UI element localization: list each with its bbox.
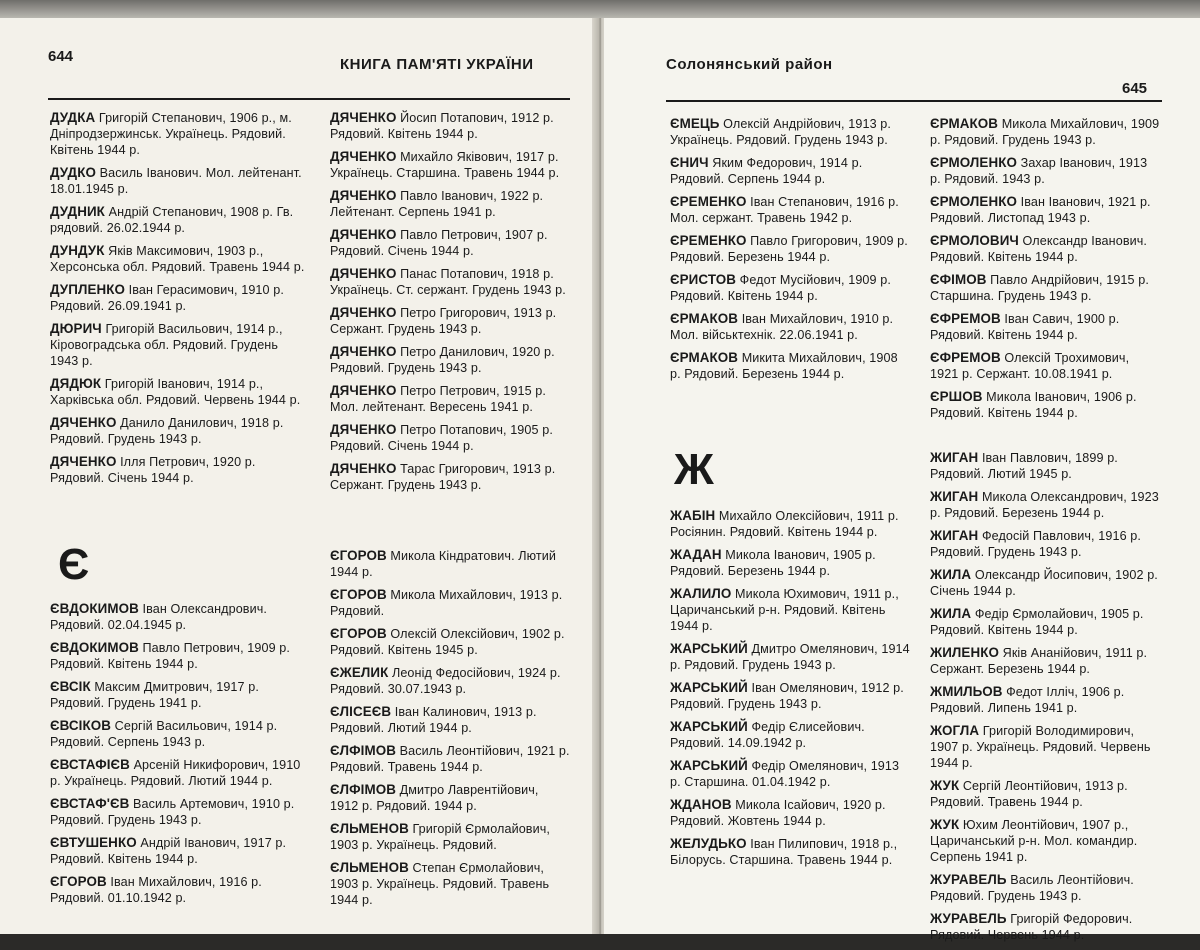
- entry-surname: ЖУК: [930, 817, 960, 832]
- entry-details: Петро Григорович, 1913 р. Сержант. Грудень 1943 р.: [330, 306, 557, 336]
- entry-details: Василь Іванович. Мол. лейтенант. 18.01.1945 р.: [50, 166, 302, 196]
- memorial-entry: [930, 489, 1160, 521]
- memorial-entry: [330, 305, 570, 337]
- entry-details: Іван Павлович, 1899 р. Рядовий. Лютий 1945 р.: [930, 451, 1118, 481]
- entry-details: Микола Кіндратович. Лютий 1944 р.: [330, 549, 557, 579]
- entry-details: Григорій Іванович, 1914 р., Харківська обл. Рядовий. Червень 1944 р.: [50, 377, 301, 407]
- entry-details: Олексій Андрійович, 1913 р. Українець. Рядовий. Грудень 1943 р.: [670, 117, 891, 147]
- entry-details: Михайло Яківович, 1917 р. Українець. Старшина. Травень 1944 р.: [330, 150, 560, 180]
- entry-details: Йосип Потапович, 1912 р. Рядовий. Квітень 1944 р.: [330, 111, 554, 141]
- entry-details: Павло Петрович, 1909 р. Рядовий. Квітень 1944 р.: [50, 641, 290, 671]
- entry-details: Іван Омелянович, 1912 р. Рядовий. Грудень 1943 р.: [670, 681, 904, 711]
- entry-details: Максим Дмитрович, 1917 р. Рядовий. Грудень 1941 р.: [50, 680, 259, 710]
- memorial-entry: [50, 321, 310, 369]
- entry-surname: ЄРИСТОВ: [670, 272, 737, 287]
- entry-details: Яків Максимович, 1903 р., Херсонська обл. Рядовий. Травень 1944 р.: [50, 244, 305, 274]
- entry-surname: ЄРМОЛЕНКО: [930, 155, 1018, 170]
- entry-details: Павло Петрович, 1907 р. Рядовий. Січень 1944 р.: [330, 228, 548, 258]
- memorial-entry: [330, 782, 570, 814]
- memorial-entry: [670, 797, 910, 829]
- entry-surname: ЄРМАКОВ: [670, 350, 739, 365]
- memorial-entry: [930, 389, 1160, 421]
- entry-details: Федір Омелянович, 1913 р. Старшина. 01.04.1942 р.: [670, 759, 900, 789]
- memorial-entry: [330, 860, 570, 908]
- entry-surname: ЄВСІКОВ: [50, 718, 112, 733]
- entry-details: Сергій Леонтійович, 1913 р. Рядовий. Травень 1944 р.: [930, 779, 1128, 809]
- memorial-entry: [330, 344, 570, 376]
- entry-details: Микола Олександрович, 1923 р. Рядовий. Березень 1944 р.: [930, 490, 1159, 520]
- memorial-entry: [50, 243, 310, 275]
- entry-details: Дмитро Омелянович, 1914 р. Рядовий. Грудень 1943 р.: [670, 642, 910, 672]
- memorial-entry: [930, 778, 1160, 810]
- entry-details: Іван Савич, 1900 р. Рядовий. Квітень 1944 р.: [930, 312, 1120, 342]
- entry-surname: ЄРМОЛОВИЧ: [930, 233, 1019, 248]
- entry-details: Григорій Єрмолайович, 1903 р. Українець. Рядовий.: [330, 822, 550, 852]
- memorial-entry: [50, 796, 310, 828]
- entry-surname: ДЯЧЕНКО: [330, 227, 397, 242]
- memorial-entry: [330, 266, 570, 298]
- entry-surname: ЄЛФІМОВ: [330, 743, 397, 758]
- memorial-entry: [930, 116, 1160, 148]
- memorial-entry: [670, 680, 910, 712]
- column-right-4: [930, 450, 1160, 950]
- memorial-entry: [670, 155, 910, 187]
- entry-details: Василь Леонтійович, 1921 р. Рядовий. Травень 1944 р.: [330, 744, 570, 774]
- entry-surname: ЖМИЛЬОВ: [930, 684, 1003, 699]
- memorial-entry: [930, 645, 1160, 677]
- entry-surname: ДУДКО: [50, 165, 96, 180]
- entry-surname: ЖАБІН: [670, 508, 716, 523]
- entry-details: Захар Іванович, 1913 р. Рядовий. 1943 р.: [930, 156, 1148, 186]
- entry-surname: ЄВСТАФ'ЄВ: [50, 796, 130, 811]
- entry-details: Василь Артемович, 1910 р. Рядовий. Грудень 1943 р.: [50, 797, 295, 827]
- entry-details: Григорій Васильович, 1914 р., Кіровоградська обл. Рядовий. Грудень 1943 р.: [50, 322, 283, 368]
- entry-surname: ЖАРСЬКИЙ: [670, 641, 748, 656]
- entry-surname: ЖЕЛУДЬКО: [670, 836, 747, 851]
- entry-details: Микола Михайлович, 1913 р. Рядовий.: [330, 588, 563, 618]
- entry-details: Іван Іванович, 1921 р. Рядовий. Листопад 1943 р.: [930, 195, 1151, 225]
- entry-surname: ДЯЧЕНКО: [330, 344, 397, 359]
- entry-surname: ЄРМАКОВ: [670, 311, 739, 326]
- entry-details: Іван Герасимович, 1910 р. Рядовий. 26.09.1941 р.: [50, 283, 284, 313]
- memorial-entry: [670, 719, 910, 751]
- entry-details: Петро Петрович, 1915 р. Мол. лейтенант. Вересень 1941 р.: [330, 384, 547, 414]
- entry-surname: ЄРЕМЕНКО: [670, 233, 747, 248]
- entry-surname: ДУПЛЕНКО: [50, 282, 126, 297]
- entry-details: Микола Ісайович, 1920 р. Рядовий. Жовтень 1944 р.: [670, 798, 886, 828]
- memorial-entry: [930, 723, 1160, 771]
- memorial-entry: [50, 415, 310, 447]
- memorial-entry: [670, 194, 910, 226]
- memorial-entry: [50, 718, 310, 750]
- entry-surname: ЄЖЕЛИК: [330, 665, 389, 680]
- memorial-entry: [930, 272, 1160, 304]
- entry-details: Григорій Степанович, 1906 р., м. Дніпродзержинськ. Українець. Рядовий. Квітень 1944 р.: [50, 111, 292, 157]
- entry-surname: ЖИГАН: [930, 528, 979, 543]
- page-number-right: 645: [1122, 80, 1148, 97]
- entry-details: Микола Іванович, 1905 р. Рядовий. Березень 1944 р.: [670, 548, 876, 578]
- memorial-entry: [930, 817, 1160, 865]
- entry-surname: ЄФРЕМОВ: [930, 311, 1001, 326]
- memorial-entry: [930, 450, 1160, 482]
- entry-surname: ЖИЛА: [930, 606, 972, 621]
- memorial-entry: [930, 528, 1160, 560]
- entry-details: Юхим Леонтійович, 1907 р., Царичанський р-н. Мол. командир. Серпень 1941 р.: [930, 818, 1138, 864]
- entry-details: Федір Єрмолайович, 1905 р. Рядовий. Квітень 1944 р.: [930, 607, 1144, 637]
- entry-details: Арсеній Никифорович, 1910 р. Українець. Рядовий. Лютий 1944 р.: [50, 758, 301, 788]
- entry-surname: ДЯДЮК: [50, 376, 102, 391]
- entry-details: Олексій Трохимович, 1921 р. Сержант. 10.08.1941 р.: [930, 351, 1130, 381]
- memorial-entry: [330, 626, 570, 658]
- entry-surname: ДЯЧЕНКО: [330, 188, 397, 203]
- memorial-entry: [670, 547, 910, 579]
- entry-surname: ДЯЧЕНКО: [330, 266, 397, 281]
- entry-surname: ЖАРСЬКИЙ: [670, 758, 748, 773]
- memorial-entry: [930, 233, 1160, 265]
- memorial-entry: [330, 149, 570, 181]
- entry-surname: ДУДНИК: [50, 204, 105, 219]
- entry-details: Федот Ілліч, 1906 р. Рядовий. Липень 1941 р.: [930, 685, 1125, 715]
- memorial-entry: [930, 606, 1160, 638]
- entry-details: Яким Федорович, 1914 р. Рядовий. Серпень 1944 р.: [670, 156, 863, 186]
- memorial-entry: [50, 110, 310, 158]
- entry-details: Дмитро Лаврентійович, 1912 р. Рядовий. 1944 р.: [330, 783, 539, 813]
- entry-details: Павло Григорович, 1909 р. Рядовий. Березень 1944 р.: [670, 234, 908, 264]
- entry-surname: ЄГОРОВ: [330, 587, 387, 602]
- memorial-entry: [930, 194, 1160, 226]
- running-title-right: Солонянський район: [666, 56, 833, 73]
- memorial-entry: [930, 311, 1160, 343]
- column-right-2: [930, 116, 1160, 428]
- entry-details: Григорій Федорович. Рядовий. Червень 1944 р.: [930, 912, 1133, 942]
- entry-surname: ЖАЛИЛО: [670, 586, 732, 601]
- entry-details: Сергій Васильович, 1914 р. Рядовий. Серпень 1943 р.: [50, 719, 278, 749]
- entry-details: Григорій Володимирович, 1907 р. Українець. Рядовий. Червень 1944 р.: [930, 724, 1151, 770]
- memorial-entry: [50, 601, 310, 633]
- entry-details: Петро Данилович, 1920 р. Рядовий. Грудень 1943 р.: [330, 345, 555, 375]
- entry-surname: ЄВДОКИМОВ: [50, 640, 139, 655]
- entry-surname: ЄЛЬМЕНОВ: [330, 860, 409, 875]
- entry-surname: ЄРМОЛЕНКО: [930, 194, 1018, 209]
- memorial-entry: [330, 188, 570, 220]
- entry-surname: ДУНДУК: [50, 243, 105, 258]
- memorial-entry: [50, 376, 310, 408]
- entry-details: Микита Михайлович, 1908 р. Рядовий. Березень 1944 р.: [670, 351, 898, 381]
- entry-surname: ЖИГАН: [930, 489, 979, 504]
- column-right-3: [670, 508, 910, 875]
- entry-surname: ЄГОРОВ: [330, 548, 387, 563]
- memorial-entry: [330, 548, 570, 580]
- entry-details: Федосій Павлович, 1916 р. Рядовий. Грудень 1943 р.: [930, 529, 1141, 559]
- entry-details: Михайло Олексійович, 1911 р. Росіянин. Рядовий. Квітень 1944 р.: [670, 509, 899, 539]
- memorial-entry: [50, 165, 310, 197]
- entry-surname: ЄВСІК: [50, 679, 91, 694]
- running-title-left: КНИГА ПАМ'ЯТІ УКРАЇНИ: [340, 56, 534, 73]
- entry-details: Олексій Олексійович, 1902 р. Рядовий. Квітень 1945 р.: [330, 627, 565, 657]
- column-left-1: [50, 110, 310, 493]
- entry-surname: ЖУК: [930, 778, 960, 793]
- memorial-entry: [930, 911, 1160, 943]
- entry-surname: ЄФРЕМОВ: [930, 350, 1001, 365]
- column-left-4: [330, 548, 570, 915]
- entry-surname: ДЯЧЕНКО: [330, 149, 397, 164]
- column-left-2: [330, 110, 570, 500]
- memorial-entry: [930, 872, 1160, 904]
- entry-surname: ЄГОРОВ: [50, 874, 107, 889]
- entry-surname: ДЯЧЕНКО: [330, 383, 397, 398]
- memorial-entry: [930, 684, 1160, 716]
- memorial-entry: [330, 821, 570, 853]
- entry-surname: ДЮРИЧ: [50, 321, 102, 336]
- entry-surname: ЄВСТАФІЄВ: [50, 757, 130, 772]
- entry-details: Микола Михайлович, 1909 р. Рядовий. Грудень 1943 р.: [930, 117, 1160, 147]
- memorial-entry: [330, 110, 570, 142]
- memorial-entry: [330, 743, 570, 775]
- entry-details: Петро Потапович, 1905 р. Рядовий. Січень 1944 р.: [330, 423, 553, 453]
- memorial-entry: [50, 204, 310, 236]
- entry-details: Степан Єрмолайович, 1903 р. Українець. Рядовий. Травень 1944 р.: [330, 861, 550, 907]
- memorial-entry: [930, 567, 1160, 599]
- entry-surname: ЖИЛЕНКО: [930, 645, 1000, 660]
- entry-surname: ЄЛІСЕЄВ: [330, 704, 392, 719]
- memorial-entry: [670, 116, 910, 148]
- memorial-entry: [670, 311, 910, 343]
- entry-surname: ДЯЧЕНКО: [50, 415, 117, 430]
- entry-details: Данило Данилович, 1918 р. Рядовий. Грудень 1943 р.: [50, 416, 284, 446]
- entry-surname: ДЯЧЕНКО: [330, 110, 397, 125]
- entry-details: Микола Юхимович, 1911 р., Царичанський р-н. Рядовий. Квітень 1944 р.: [670, 587, 899, 633]
- memorial-entry: [670, 586, 910, 634]
- entry-details: Іван Пилипович, 1918 р., Білорусь. Старшина. Травень 1944 р.: [670, 837, 898, 867]
- entry-surname: ЄВДОКИМОВ: [50, 601, 139, 616]
- entry-surname: ЖУРАВЕЛЬ: [930, 911, 1007, 926]
- entry-surname: ЄВТУШЕНКО: [50, 835, 137, 850]
- entry-surname: ЄРШОВ: [930, 389, 983, 404]
- memorial-entry: [50, 454, 310, 486]
- header-rule-right: [666, 100, 1162, 102]
- left-page: [0, 18, 598, 934]
- memorial-entry: [670, 641, 910, 673]
- entry-details: Іван Михайлович, 1910 р. Мол. військтехнік. 22.06.1941 р.: [670, 312, 894, 342]
- memorial-entry: [330, 383, 570, 415]
- entry-surname: ЄЛЬМЕНОВ: [330, 821, 409, 836]
- entry-surname: ДЯЧЕНКО: [330, 422, 397, 437]
- memorial-entry: [50, 640, 310, 672]
- memorial-entry: [330, 461, 570, 493]
- page-number-left: 644: [48, 48, 74, 65]
- entry-details: Іван Олександрович. Рядовий. 02.04.1945 р.: [50, 602, 267, 632]
- entry-surname: ЖАДАН: [670, 547, 722, 562]
- entry-surname: ЖАРСЬКИЙ: [670, 719, 748, 734]
- column-right-1: [670, 116, 910, 389]
- entry-surname: ЖОГЛА: [930, 723, 980, 738]
- memorial-entry: [930, 155, 1160, 187]
- entry-surname: ДЯЧЕНКО: [330, 305, 397, 320]
- entry-surname: ЄФІМОВ: [930, 272, 987, 287]
- memorial-entry: [50, 679, 310, 711]
- memorial-entry: [670, 350, 910, 382]
- entry-surname: ДЯЧЕНКО: [330, 461, 397, 476]
- right-page: [604, 18, 1200, 942]
- entry-details: Микола Іванович, 1906 р. Рядовий. Квітень 1944 р.: [930, 390, 1137, 420]
- memorial-entry: [670, 272, 910, 304]
- entry-details: Іван Калинович, 1913 р. Рядовий. Лютий 1944 р.: [330, 705, 537, 735]
- entry-details: Павло Андрійович, 1915 р. Старшина. Грудень 1943 р.: [930, 273, 1149, 303]
- entry-details: Андрій Іванович, 1917 р. Рядовий. Квітень 1944 р.: [50, 836, 287, 866]
- entry-details: Леонід Федосійович, 1924 р. Рядовий. 30.07.1943 р.: [330, 666, 561, 696]
- memorial-entry: [50, 282, 310, 314]
- entry-surname: ДЯЧЕНКО: [50, 454, 117, 469]
- entry-surname: ЖАРСЬКИЙ: [670, 680, 748, 695]
- entry-details: Федір Єлисейович. Рядовий. 14.09.1942 р.: [670, 720, 865, 750]
- memorial-entry: [330, 587, 570, 619]
- memorial-entry: [50, 835, 310, 867]
- memorial-entry: [670, 836, 910, 868]
- entry-surname: ЄЛФІМОВ: [330, 782, 397, 797]
- column-left-3: [50, 601, 310, 913]
- entry-details: Яків Ананійович, 1911 р. Сержант. Березень 1944 р.: [930, 646, 1148, 676]
- entry-surname: ЖДАНОВ: [670, 797, 732, 812]
- entry-surname: ЄМЕЦЬ: [670, 116, 720, 131]
- memorial-entry: [930, 350, 1160, 382]
- memorial-entry: [330, 227, 570, 259]
- entry-details: Олександр Іванович. Рядовий. Квітень 1944 р.: [930, 234, 1148, 264]
- entry-surname: ЄРМАКОВ: [930, 116, 999, 131]
- entry-surname: ДУДКА: [50, 110, 96, 125]
- entry-surname: ЖУРАВЕЛЬ: [930, 872, 1007, 887]
- memorial-entry: [330, 704, 570, 736]
- entry-surname: ЄРЕМЕНКО: [670, 194, 747, 209]
- entry-surname: ЖИЛА: [930, 567, 972, 582]
- entry-details: Василь Леонтійович. Рядовий. Грудень 1943 р.: [930, 873, 1134, 903]
- section-letter-zhe: Ж: [674, 445, 714, 494]
- memorial-entry: [670, 508, 910, 540]
- entry-details: Іван Степанович, 1916 р. Мол. сержант. Травень 1942 р.: [670, 195, 899, 225]
- memorial-entry: [670, 233, 910, 265]
- entry-surname: ЖИГАН: [930, 450, 979, 465]
- entry-details: Федот Мусійович, 1909 р. Рядовий. Квітень 1944 р.: [670, 273, 891, 303]
- entry-details: Павло Іванович, 1922 р. Лейтенант. Серпень 1941 р.: [330, 189, 544, 219]
- header-rule-left: [48, 98, 570, 100]
- memorial-entry: [670, 758, 910, 790]
- memorial-entry: [330, 422, 570, 454]
- memorial-entry: [50, 757, 310, 789]
- entry-details: Іван Михайлович, 1916 р. Рядовий. 01.10.1942 р.: [50, 875, 262, 905]
- section-letter-ye: Є: [58, 540, 90, 589]
- entry-details: Олександр Йосипович, 1902 р. Січень 1944 р.: [930, 568, 1158, 598]
- memorial-entry: [330, 665, 570, 697]
- entry-details: Андрій Степанович, 1908 р. Гв. рядовий. 26.02.1944 р.: [50, 205, 294, 235]
- memorial-entry: [50, 874, 310, 906]
- entry-surname: ЄНИЧ: [670, 155, 709, 170]
- entry-details: Тарас Григорович, 1913 р. Сержант. Грудень 1943 р.: [330, 462, 556, 492]
- entry-surname: ЄГОРОВ: [330, 626, 387, 641]
- entry-details: Панас Потапович, 1918 р. Українець. Ст. сержант. Грудень 1943 р.: [330, 267, 566, 297]
- entry-details: Ілля Петрович, 1920 р. Рядовий. Січень 1944 р.: [50, 455, 256, 485]
